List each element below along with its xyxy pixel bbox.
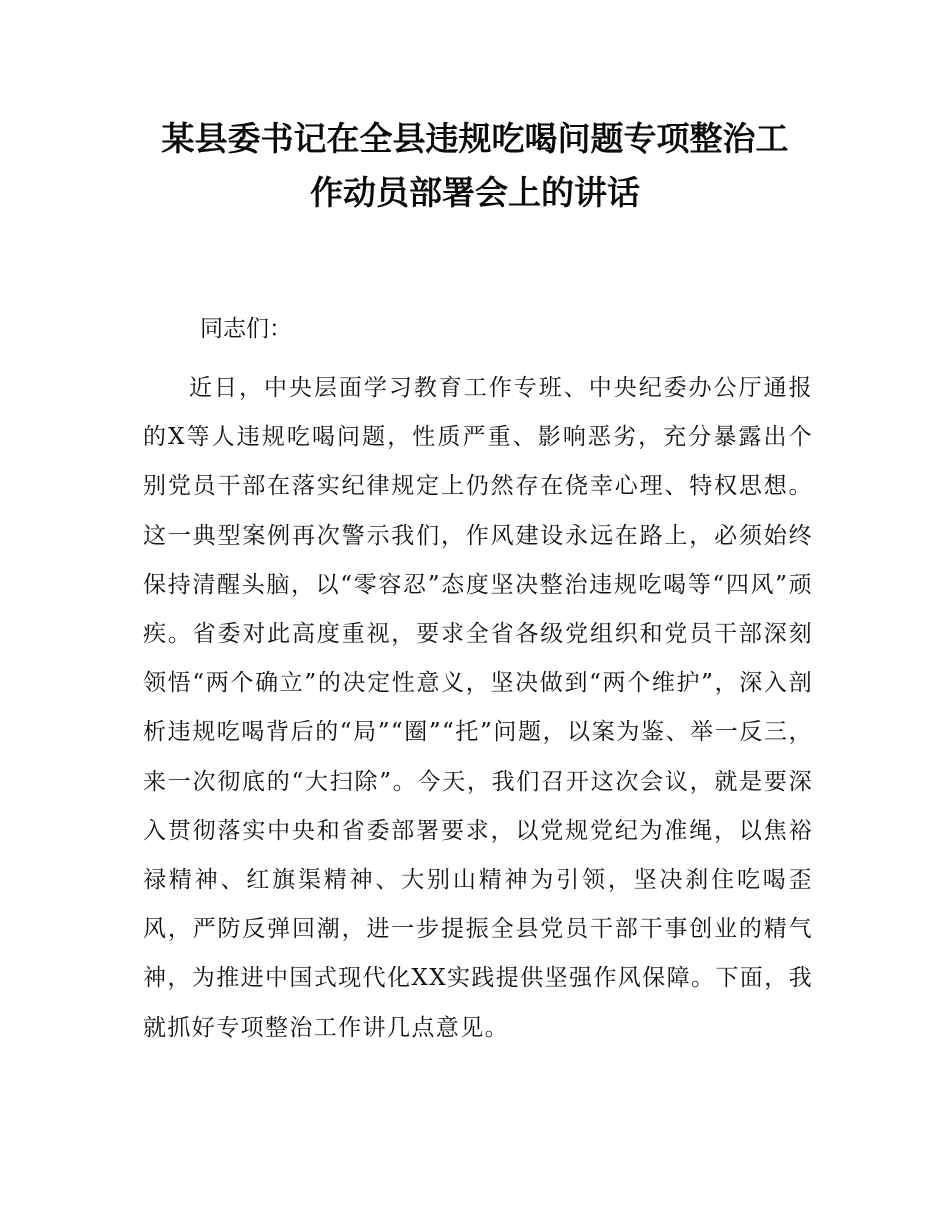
title-line-2: 作动员部署会上的讲话 (310, 173, 640, 212)
salutation: 同志们： (200, 316, 292, 342)
body-paragraph: 近日，中央层面学习教育工作专班、中央纪委办公厅通报的X等人违规吃喝问题，性质严重、影响恶劣，充分暴露出个别党员干部在落实纪律规定上仍然存在侥幸心理、特权思想。这一典型案例再次警示我们，作风建设永远在路上，必须始终保持清醒头脑，以“零容忍”态度坚决整治违规吃喝等“四风”顽疾。省委对此高度重视，要求全省各级党组织和党员干部深刻领悟“两个确立”的决定性意义，坚决做到“两个维护”，深入剖析违规吃喝背后的“局”“圈”“托”问题，以案为鉴、举一反三，来一次彻底的“大扫除”。今天，我们召开这次会议，就是要深入贯彻落实中央和省委部署要求，以党规党纪为准绳，以焦裕禄精神、红旗渠精神、大别山精神为引领，坚决刹住吃喝歪风，严防反弹回潮，进一步提振全县党员干部干事创业的精气神，为推进中国式现代化XX实践提供坚强作风保障。下面，我就抓好专项整治工作讲几点意见。 (143, 375, 813, 1041)
document-title (100, 112, 850, 220)
title-line-1: 某县委书记在全县违规吃喝问题专项整治工 (161, 119, 789, 158)
